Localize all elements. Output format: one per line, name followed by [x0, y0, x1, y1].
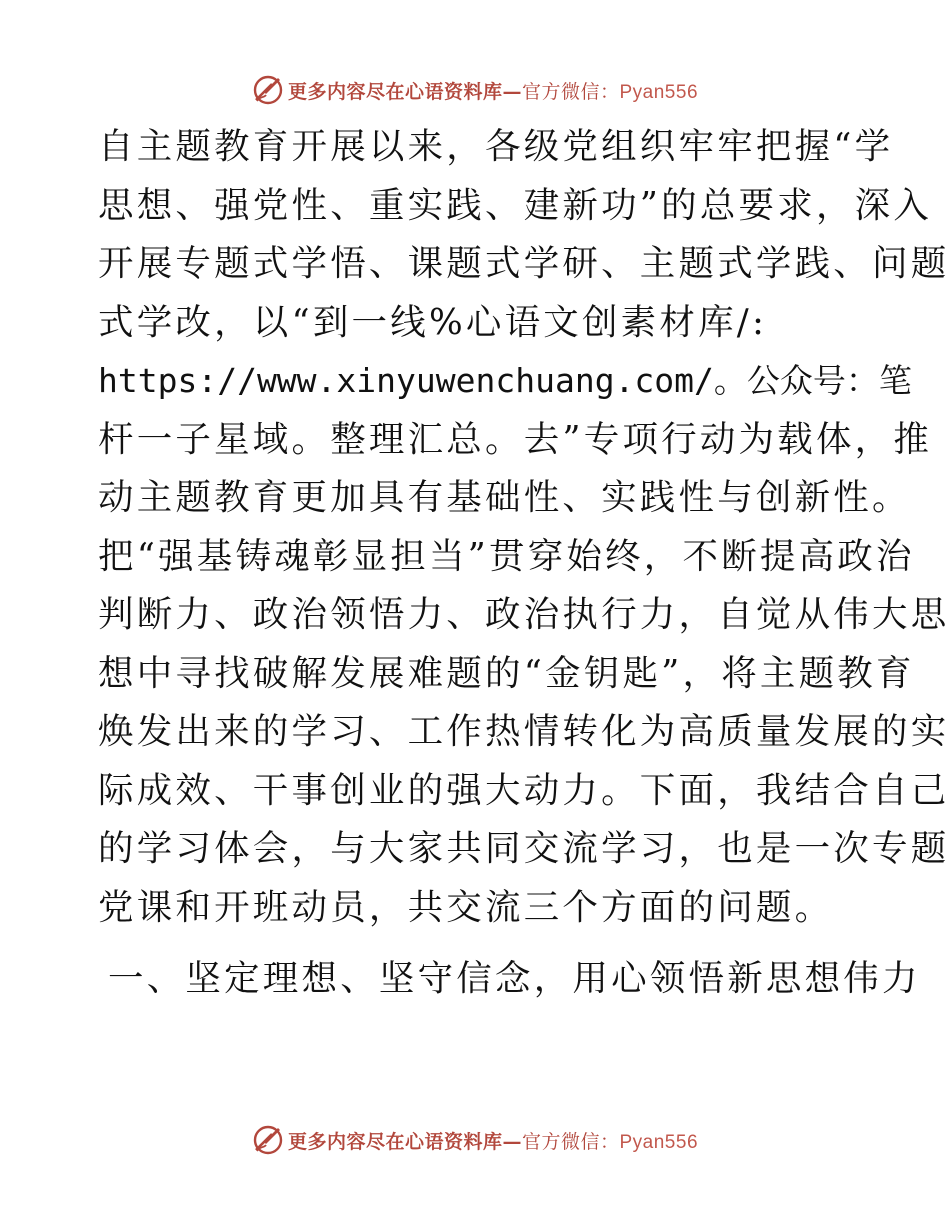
body-line: 判断力、政治领悟力、政治执行力，自觉从伟大思 [98, 594, 950, 635]
body-line: 焕发出来的学习、工作热情转化为高质量发展的实 [98, 711, 950, 752]
pen-logo-icon [252, 1124, 284, 1156]
watermark-banner-top [0, 70, 950, 110]
body-line: 党课和开班动员，共交流三个方面的问题。 [98, 886, 834, 928]
body-line-url: https://www.xinyuwenchuang.com/。公众号：笔 [98, 361, 912, 400]
body-line: 自主题教育开展以来，各级党组织牢牢把握“学 [98, 126, 894, 167]
body-line: 杆一子星域。整理汇总。去”专项行动为载体，推 [98, 418, 933, 460]
body-line: 动主题教育更加具有基础性、实践性与创新性。 [98, 477, 911, 518]
body-line: 式学改，以“到一线%心语文创素材库/: [98, 301, 768, 343]
body-paragraph [98, 118, 950, 937]
body-line: 的学习体会，与大家共同交流学习，也是一次专题 [98, 828, 950, 869]
body-line: 想中寻找破解发展难题的“金钥匙”，将主题教育 [98, 652, 915, 694]
watermark-label-top: 更多内容尽在心语资料库—官方微信：Pyan556 [287, 80, 699, 103]
body-line: 际成效、干事创业的强大动力。下面，我结合自己 [98, 769, 950, 811]
section-heading: 一、坚定理想、坚守信念，用心领悟新思想伟力 [108, 958, 921, 999]
body-line: 把“强基铸魂彰显担当”贯穿始终，不断提高政治 [98, 535, 915, 577]
watermark-label-bottom: 更多内容尽在心语资料库—官方微信：Pyan556 [287, 1130, 699, 1153]
watermark-banner-bottom [0, 1120, 950, 1160]
body-line: 思想、强党性、重实践、建新功”的总要求，深入 [98, 184, 933, 226]
body-line: 开展专题式学悟、课题式学研、主题式学践、问题 [98, 243, 950, 284]
pen-logo-icon [252, 74, 284, 106]
